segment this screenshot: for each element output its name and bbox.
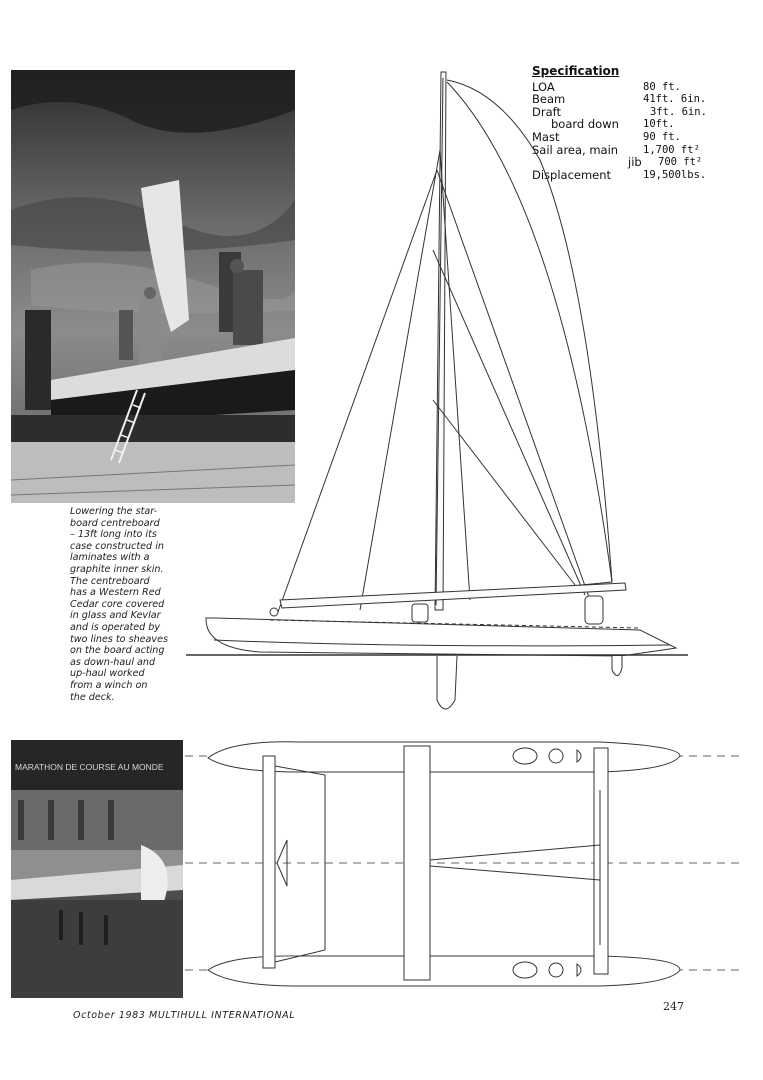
caption-line: up-haul worked: [70, 668, 145, 680]
caption-line: Cedar core covered: [70, 598, 165, 610]
spec-label: Sail area, main: [532, 142, 619, 157]
spec-value: 41ft. 6in.: [643, 93, 707, 106]
spec-value: 10ft.: [643, 118, 675, 131]
caption-line: in glass and Kevlar: [70, 610, 161, 622]
caption-line: and is operated by: [70, 621, 161, 633]
spec-label: Draft: [532, 104, 561, 119]
specification-title: Specification: [532, 64, 620, 78]
plan-view-drawing: [185, 742, 740, 986]
spec-value: 80 ft.: [643, 80, 681, 93]
caption-line: The centreboard: [70, 575, 150, 587]
spec-row-displacement: [532, 169, 732, 182]
caption-line: on the board acting: [70, 645, 165, 657]
spec-value: 3ft. 6in.: [650, 105, 707, 118]
spec-label: LOA: [532, 79, 555, 94]
spec-value: 90 ft.: [643, 130, 681, 143]
spec-value: 19,500lbs.: [643, 168, 707, 181]
spec-label: jib: [628, 155, 642, 170]
spec-row-sail-jib: [532, 156, 732, 169]
spec-row-beam: [532, 93, 732, 106]
caption-line: case constructed in: [70, 540, 164, 552]
caption-line: Lowering the star-: [70, 506, 158, 517]
caption-line: laminates with a: [70, 552, 150, 564]
spec-row-board-down: [532, 118, 732, 131]
spec-label: Beam: [532, 92, 566, 107]
page-footer: October 1983 MULTIHULL INTERNATIONAL: [73, 1010, 296, 1021]
spec-label: Displacement: [532, 167, 612, 182]
caption-line: from a winch on: [70, 679, 148, 691]
photo-caption: [70, 506, 248, 703]
caption-line: has a Western Red: [70, 587, 161, 599]
spec-row-mast: [532, 131, 732, 144]
caption-line: the deck.: [70, 691, 115, 703]
caption-line: as down-haul and: [70, 656, 156, 668]
caption-line: – 13ft long into its: [70, 529, 157, 541]
centreboard-photo: [11, 70, 295, 503]
page-number: 247: [663, 1000, 684, 1013]
specification-table: [532, 65, 732, 181]
boat-show-photo: [11, 740, 183, 998]
photo-banner-text: MARATHON DE COURSE AU MONDE: [15, 762, 164, 772]
spec-label: Mast: [532, 129, 560, 144]
spec-value: 1,700 ft²: [643, 143, 700, 156]
spec-value: 700 ft²: [658, 156, 703, 169]
caption-line: board centreboard: [70, 517, 160, 529]
caption-line: graphite inner skin.: [70, 563, 164, 575]
caption-line: two lines to sheaves: [70, 633, 169, 645]
spec-label: board down: [551, 117, 619, 132]
